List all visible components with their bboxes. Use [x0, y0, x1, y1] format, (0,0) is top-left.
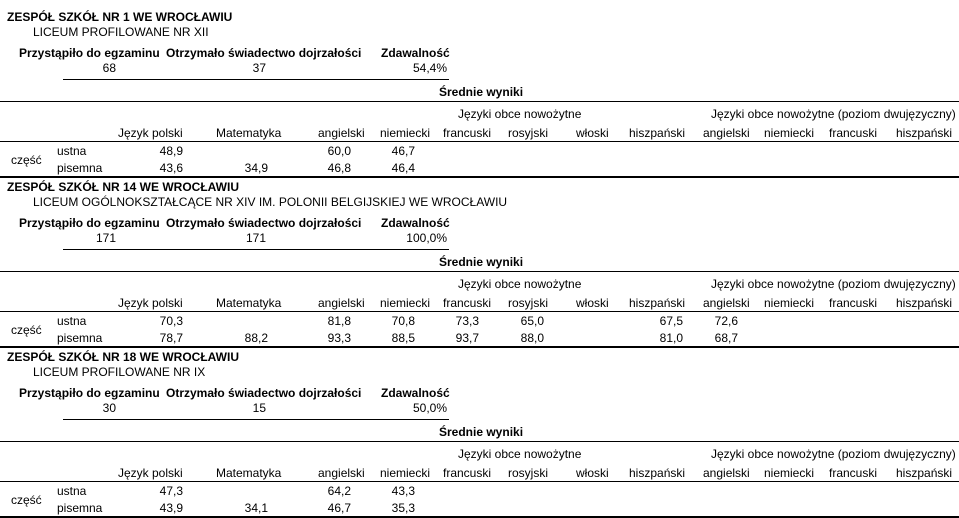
col-d-hiszpanski: hiszpański [896, 466, 953, 480]
value-zdawalnosc: 100,0% [406, 231, 447, 245]
header-zdawalnosc: Zdawalność [381, 216, 450, 230]
header-zdawalnosc: Zdawalność [381, 386, 450, 400]
cell-polski: 70,3 [159, 314, 183, 328]
school-name: ZESPÓŁ SZKÓŁ NR 14 WE WROCŁAWIU [7, 180, 240, 194]
cell-francuski: 93,7 [455, 331, 479, 345]
divider [0, 311, 959, 312]
header-otrzymalo: Otrzymało świadectwo dojrzałości [166, 386, 362, 400]
col-hiszpanski: hiszpański [629, 296, 686, 310]
col-niemiecki: niemiecki [380, 126, 431, 140]
cell-polski: 48,9 [159, 144, 183, 158]
school-name: ZESPÓŁ SZKÓŁ NR 18 WE WROCŁAWIU [7, 350, 240, 364]
cell-angielski: 60,0 [327, 144, 351, 158]
divider [63, 249, 449, 250]
col-d-niemiecki: niemiecki [764, 126, 815, 140]
col-d-hiszpanski: hiszpański [896, 296, 953, 310]
header-zdawalnosc: Zdawalność [381, 46, 450, 60]
divider [63, 79, 449, 80]
cell-angielski: 64,2 [327, 484, 351, 498]
school-name: ZESPÓŁ SZKÓŁ NR 1 WE WROCŁAWIU [7, 10, 233, 24]
label-czesc: część [11, 493, 42, 507]
cell-niemiecki: 70,8 [391, 314, 415, 328]
school-type: LICEUM PROFILOWANE NR XII [33, 25, 209, 39]
header-obce-dwujezyczny: Języki obce nowożytne (poziom dwujęzyczny) [711, 277, 956, 291]
col-d-niemiecki: niemiecki [764, 466, 815, 480]
cell-niemiecki: 43,3 [391, 484, 415, 498]
value-zdawalnosc: 54,4% [412, 61, 447, 75]
school-block [0, 174, 959, 344]
cell-hiszpanski: 67,5 [659, 314, 683, 328]
value-przystapilo: 30 [102, 401, 116, 415]
col-francuski: francuski [443, 296, 492, 310]
divider [0, 101, 959, 102]
col-d-angielski: angielski [703, 466, 750, 480]
col-matematyka: Matematyka [216, 466, 282, 480]
school-type: LICEUM PROFILOWANE NR IX [33, 365, 206, 379]
divider [63, 419, 449, 420]
cell-d-angielski: 72,6 [714, 314, 738, 328]
col-polski: Język polski [118, 296, 183, 310]
col-d-francuski: francuski [829, 126, 878, 140]
cell-niemiecki: 88,5 [391, 331, 415, 345]
header-srednie: Średnie wyniki [439, 425, 524, 439]
cell-hiszpanski: 81,0 [659, 331, 683, 345]
col-hiszpanski: hiszpański [629, 466, 686, 480]
col-niemiecki: niemiecki [380, 296, 431, 310]
divider [0, 481, 959, 482]
value-otrzymalo: 15 [252, 401, 266, 415]
cell-angielski: 46,7 [327, 501, 351, 515]
label-pisemna: pisemna [57, 501, 103, 515]
cell-polski: 47,3 [159, 484, 183, 498]
divider [0, 441, 959, 442]
cell-angielski: 93,3 [327, 331, 351, 345]
label-ustna: ustna [57, 144, 87, 158]
label-ustna: ustna [57, 484, 87, 498]
col-d-angielski: angielski [703, 296, 750, 310]
col-d-francuski: francuski [829, 466, 878, 480]
col-d-angielski: angielski [703, 126, 750, 140]
cell-d-angielski: 68,7 [714, 331, 738, 345]
col-d-hiszpanski: hiszpański [896, 126, 953, 140]
cell-niemiecki: 46,7 [391, 144, 415, 158]
value-przystapilo: 171 [95, 231, 116, 245]
col-rosyjski: rosyjski [508, 466, 549, 480]
value-otrzymalo: 37 [252, 61, 266, 75]
cell-niemiecki: 35,3 [391, 501, 415, 515]
value-przystapilo: 68 [102, 61, 116, 75]
school-block [0, 344, 959, 514]
header-otrzymalo: Otrzymało świadectwo dojrzałości [166, 46, 362, 60]
cell-matematyka: 88,2 [244, 331, 268, 345]
label-pisemna: pisemna [57, 161, 103, 175]
header-obce: Języki obce nowożytne [458, 447, 582, 461]
header-srednie: Średnie wyniki [439, 255, 524, 269]
header-przystapilo: Przystąpiło do egzaminu [19, 216, 160, 230]
header-przystapilo: Przystąpiło do egzaminu [19, 386, 160, 400]
cell-rosyjski: 88,0 [520, 331, 544, 345]
col-matematyka: Matematyka [216, 296, 282, 310]
col-francuski: francuski [443, 466, 492, 480]
label-ustna: ustna [57, 314, 87, 328]
cell-niemiecki: 46,4 [391, 161, 415, 175]
cell-polski: 78,7 [159, 331, 183, 345]
label-pisemna: pisemna [57, 331, 103, 345]
col-wloski: włoski [576, 296, 609, 310]
col-niemiecki: niemiecki [380, 466, 431, 480]
col-wloski: włoski [576, 466, 609, 480]
divider [0, 271, 959, 272]
col-francuski: francuski [443, 126, 492, 140]
cell-angielski: 81,8 [327, 314, 351, 328]
label-czesc: część [11, 323, 42, 337]
cell-polski: 43,9 [159, 501, 183, 515]
header-obce-dwujezyczny: Języki obce nowożytne (poziom dwujęzyczny) [711, 107, 956, 121]
col-d-francuski: francuski [829, 296, 878, 310]
header-otrzymalo: Otrzymało świadectwo dojrzałości [166, 216, 362, 230]
divider [0, 141, 959, 142]
header-srednie: Średnie wyniki [439, 85, 524, 99]
label-czesc: część [11, 153, 42, 167]
cell-francuski: 73,3 [455, 314, 479, 328]
col-rosyjski: rosyjski [508, 296, 549, 310]
school-type: LICEUM OGÓLNOKSZTAŁCĄCE NR XIV IM. POLONII BELGIJSKIEJ WE WROCŁAWIU [33, 195, 508, 209]
header-obce-dwujezyczny: Języki obce nowożytne (poziom dwujęzyczny) [711, 447, 956, 461]
cell-angielski: 46,8 [327, 161, 351, 175]
col-polski: Język polski [118, 466, 183, 480]
col-wloski: włoski [576, 126, 609, 140]
value-otrzymalo: 171 [245, 231, 266, 245]
col-angielski: angielski [318, 466, 365, 480]
cell-matematyka: 34,9 [244, 161, 268, 175]
col-angielski: angielski [318, 126, 365, 140]
col-matematyka: Matematyka [216, 126, 282, 140]
value-zdawalnosc: 50,0% [412, 401, 447, 415]
col-rosyjski: rosyjski [508, 126, 549, 140]
col-hiszpanski: hiszpański [629, 126, 686, 140]
header-obce: Języki obce nowożytne [458, 107, 582, 121]
cell-matematyka: 34,1 [244, 501, 268, 515]
cell-rosyjski: 65,0 [520, 314, 544, 328]
header-przystapilo: Przystąpiło do egzaminu [19, 46, 160, 60]
header-obce: Języki obce nowożytne [458, 277, 582, 291]
cell-polski: 43,6 [159, 161, 183, 175]
school-block [0, 4, 959, 174]
col-d-niemiecki: niemiecki [764, 296, 815, 310]
col-polski: Język polski [118, 126, 183, 140]
col-angielski: angielski [318, 296, 365, 310]
